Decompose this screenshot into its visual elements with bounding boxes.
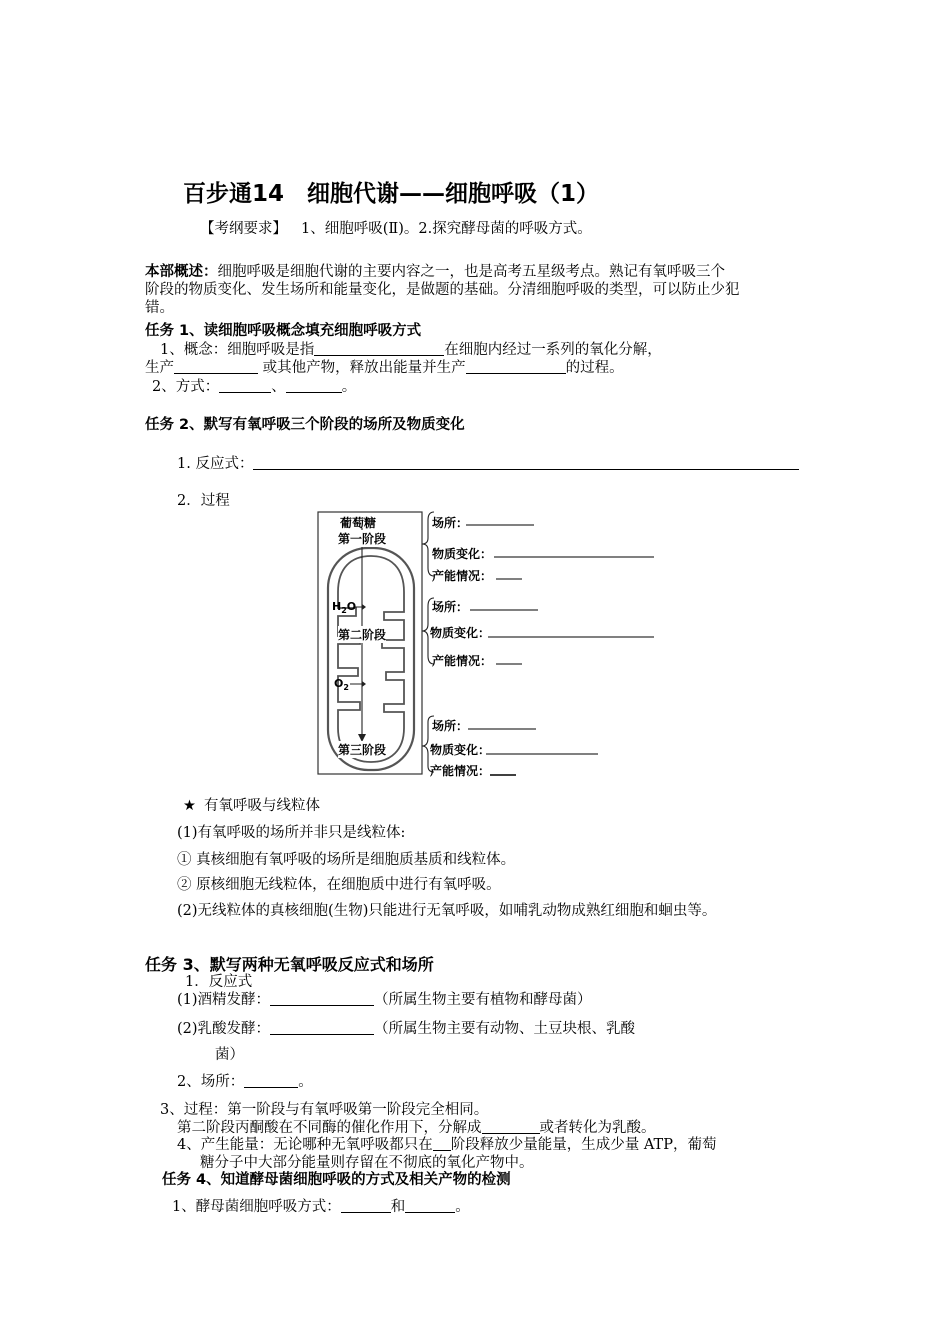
overview-line-1 — [145, 263, 725, 281]
overview-line-3: 错。 — [145, 300, 174, 316]
task2-process-label: 2．过程 — [177, 493, 230, 509]
task1-produce-b: 或其他产物，释放出能量并生产 — [258, 360, 466, 376]
blank-energy[interactable] — [433, 1136, 451, 1151]
star-icon: ★ — [183, 798, 196, 814]
task3-lactic-label: (2)乳酸发酵： — [177, 1021, 271, 1037]
blank-produce-2[interactable] — [466, 359, 566, 374]
page-title: 百步通14 细胞代谢——细胞呼吸（1） — [183, 181, 600, 207]
h2o-arrowhead — [362, 604, 366, 610]
task3-energy-cont: 糖分子中大部分能量则存留在不彻底的氧化产物中。 — [200, 1155, 534, 1171]
note-line-4: (2)无线粒体的真核细胞(生物)只能进行无氧呼吸，如哺乳动物成熟红细胞和蛔虫等。 — [177, 903, 717, 919]
task3-alcohol-line — [177, 991, 592, 1009]
stage2-place-label: 场所： — [432, 600, 469, 614]
h2o-sub: 2 — [341, 606, 347, 616]
note-heading-line — [183, 797, 320, 815]
task3-energy-b: 阶段释放少量能量，生成少量 ATP，葡萄 — [450, 1137, 717, 1153]
task1-produce-c: 的过程。 — [565, 360, 624, 376]
h2o-h: H — [332, 600, 342, 613]
task3-energy-a: 4、产生能量：无论哪种无氧呼吸都只在 — [177, 1137, 433, 1153]
blank-yeast-2[interactable] — [405, 1198, 455, 1213]
task1-concept-text-a: 1、概念：细胞呼吸是指 — [160, 342, 315, 358]
task3-stage2-line — [177, 1119, 656, 1137]
task1-heading: 任务 1、读细胞呼吸概念填充细胞呼吸方式 — [145, 323, 422, 339]
task3-lactic-cont: 菌） — [215, 1047, 244, 1063]
stage1-change-label: 物质变化： — [432, 547, 493, 561]
blank-method-2[interactable] — [286, 378, 342, 393]
task4-end: 。 — [455, 1199, 470, 1215]
task3-energy-line — [177, 1136, 716, 1154]
o2-o: O — [334, 677, 344, 690]
task1-method-sep: 、 — [271, 379, 286, 395]
task3-alcohol-label: (1)酒精发酵： — [177, 992, 271, 1008]
task1-concept-text-b: 在细胞内经过一系列的氧化分解， — [444, 342, 662, 358]
blank-yeast-1[interactable] — [341, 1198, 391, 1213]
mitochondrion-inner-membrane — [338, 556, 404, 762]
exam-requirement — [200, 220, 592, 238]
blank-stage2[interactable] — [482, 1119, 540, 1134]
o2-sub: 2 — [343, 683, 349, 693]
task2-equation-line — [177, 455, 799, 473]
stage1-energy-label: 产能情况： — [432, 569, 493, 583]
blank-lactic[interactable] — [270, 1020, 374, 1035]
task3-place-label: 2、场所： — [177, 1074, 245, 1090]
stage3-label: 第三阶段 — [338, 743, 387, 757]
blank-alcohol[interactable] — [270, 991, 374, 1006]
overview-label: 本部概述： — [145, 264, 218, 280]
stage3-energy-label: 产能情况： — [430, 764, 491, 778]
overview-line-2: 阶段的物质变化、发生场所和能量变化，是做题的基础。分清细胞呼吸的类型，可以防止少犯 — [145, 282, 740, 298]
note-line-3: ② 原核细胞无线粒体，在细胞质中进行有氧呼吸。 — [177, 877, 501, 893]
task3-heading: 任务 3、默写两种无氧呼吸反应式和场所 — [145, 955, 434, 974]
stage2-energy-label: 产能情况： — [432, 654, 493, 668]
task3-place-line — [177, 1073, 313, 1091]
overview-text-1: 细胞呼吸是细胞代谢的主要内容之一，也是高考五星级考点。熟记有氧呼吸三个 — [217, 264, 725, 280]
diagram-frame — [318, 512, 422, 774]
h2o-o: O — [346, 600, 357, 613]
task3-stage2-b: 或者转化为乳酸。 — [539, 1120, 656, 1136]
task3-stage2-a: 第二阶段丙酮酸在不同酶的催化作用下，分解成 — [177, 1120, 482, 1136]
o2-label — [334, 677, 349, 692]
task2-heading: 任务 2、默写有氧呼吸三个阶段的场所及物质变化 — [145, 417, 465, 433]
exam-text: 1、细胞呼吸(Ⅱ)。2.探究酵母菌的呼吸方式。 — [301, 221, 592, 237]
task3-alcohol-note: （所属生物主要有植物和酵母菌） — [374, 992, 592, 1008]
exam-label: 【考纲要求】 — [200, 221, 287, 237]
task4-label: 1、酵母菌细胞呼吸方式： — [172, 1199, 341, 1215]
blank-method-1[interactable] — [219, 378, 271, 393]
task4-and: 和 — [390, 1199, 406, 1215]
task3-process-line: 3、过程：第一阶段与有氧呼吸第一阶段完全相同。 — [160, 1102, 489, 1118]
task1-method-a: 2、方式： — [152, 379, 220, 395]
note-line-1: (1)有氧呼吸的场所并非只是线粒体: — [177, 825, 406, 841]
o2-arrowhead — [362, 681, 366, 687]
note-line-2: ① 真核细胞有氧呼吸的场所是细胞质基质和线粒体。 — [177, 852, 516, 868]
blank-equation[interactable] — [253, 455, 799, 470]
task1-produce-line — [145, 359, 624, 377]
task1-produce-a: 生产 — [145, 360, 174, 376]
stage2-label: 第二阶段 — [338, 628, 387, 642]
glucose-label: 葡萄糖 — [340, 516, 377, 530]
blank-concept-1[interactable] — [314, 341, 444, 356]
stage3-change-label: 物质变化： — [430, 743, 491, 757]
mitochondrion-outer-membrane — [328, 548, 414, 770]
task1-method-line — [152, 378, 356, 396]
task3-place-end: 。 — [298, 1074, 313, 1090]
stage1-label: 第一阶段 — [338, 532, 387, 546]
task4-heading: 任务 4、知道酵母菌细胞呼吸的方式及相关产物的检测 — [162, 1172, 511, 1188]
task3-lactic-note: （所属生物主要有动物、土豆块根、乳酸 — [374, 1021, 636, 1037]
blank-place[interactable] — [244, 1073, 298, 1088]
stage3-place-label: 场所： — [432, 719, 469, 733]
note-heading: 有氧呼吸与线粒体 — [204, 798, 320, 814]
h2o-label — [332, 600, 356, 615]
stage1-place-label: 场所： — [432, 516, 469, 530]
task1-concept-line — [160, 341, 662, 359]
task2-equation-label: 1. 反应式： — [177, 456, 254, 472]
task4-line — [172, 1198, 470, 1216]
task3-line-1: 1．反应式 — [185, 974, 253, 990]
blank-produce-1[interactable] — [174, 359, 258, 374]
stage2-change-label: 物质变化： — [430, 626, 491, 640]
task1-method-end: 。 — [341, 379, 357, 395]
task3-lactic-line — [177, 1020, 635, 1038]
